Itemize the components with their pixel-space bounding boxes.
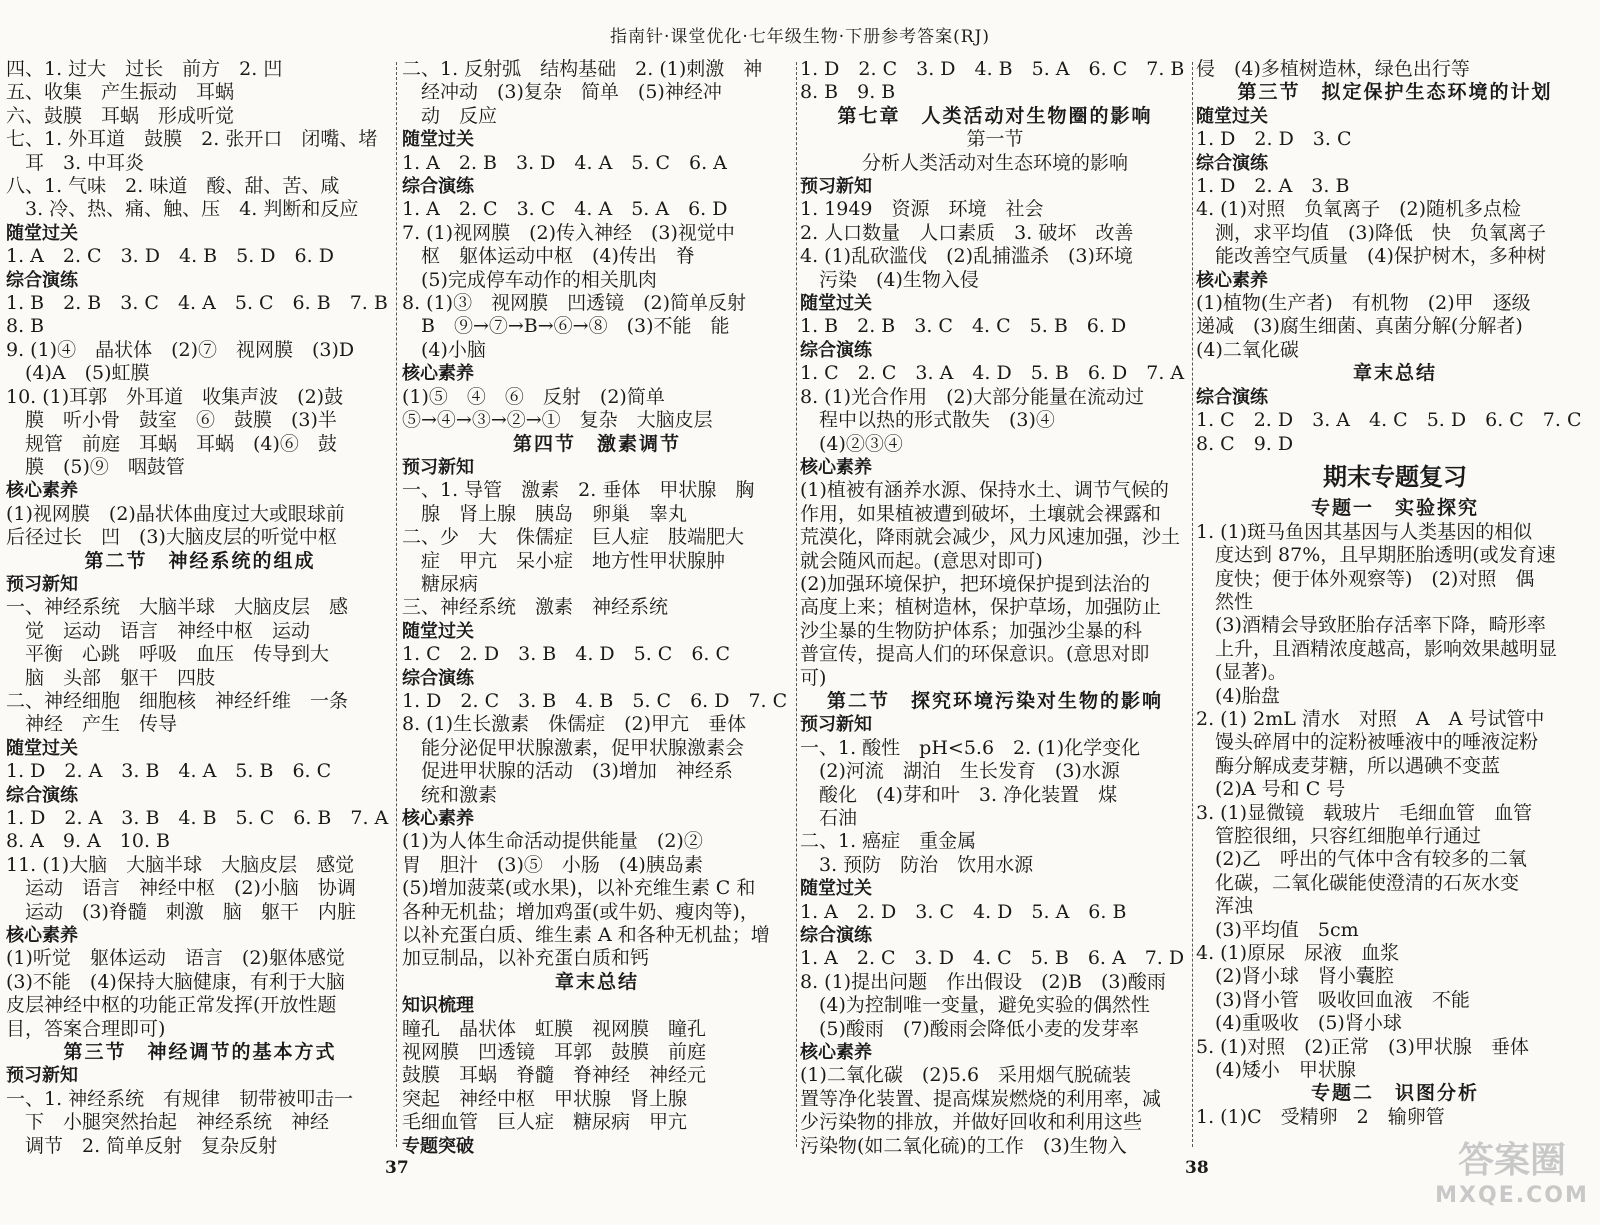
answer-line: 加豆制品，以补充蛋白质和钙 [402,947,650,970]
answer-line: (2)加强环境保护，把环境保护提到法治的 [800,572,1150,595]
answer-line: 7. (1)视网膜 (2)传入神经 (3)视觉中 [402,221,735,244]
section-title: 第七章 人类活动对生物圈的影响 [837,104,1153,127]
answer-line: 4. (1)乱砍滥伐 (2)乱捕滥杀 (3)环境 [800,245,1133,268]
answer-line: 酶分解成麦芽糖，所以遇碘不变蓝 [1196,754,1501,777]
answer-line: 下 小腿突然抬起 神经系统 神经 [6,1111,330,1134]
answer-line: 促进甲状腺的活动 (3)增加 神经系 [402,760,733,783]
answer-line: 一、神经系统 大脑半球 大脑皮层 感 [6,596,349,619]
answer-line: 能分泌促甲状腺激素，促甲状腺激素会 [402,736,745,759]
section-title: 第二节 神经系统的组成 [84,549,316,572]
answer-line: 5. (1)对照 (2)正常 (3)甲状腺 垂体 [1196,1035,1529,1058]
answer-line: (1)⑤ ④ ⑥ 反射 (2)简单 [402,385,665,408]
section-heading: 知识梳理 [402,995,474,1017]
answer-line: (1)二氧化碳 (2)5.6 采用烟气脱硫装 [800,1064,1132,1087]
answer-line: (4)二氧化碳 [1196,338,1299,361]
answer-line: 1. B 2. B 3. C 4. A 5. C 6. B 7. B [6,292,388,315]
answer-line: 皮层神经中枢的功能正常发挥(开放性题 [6,994,337,1017]
answer-line: 高度上来；植树造林，保护草场，加强防止 [800,596,1162,619]
answer-line: (4)为控制唯一变量，避免实验的偶然性 [800,994,1150,1017]
page-number-left: 37 [385,1158,409,1178]
answer-line: 浑浊 [1196,895,1254,918]
answer-line: (4)重吸收 (5)肾小球 [1196,1012,1402,1035]
answer-line: 经冲动 (3)复杂 简单 (5)神经冲 [402,81,722,104]
answer-line: 毛细血管 巨人症 糖尿病 甲亢 [402,1111,688,1134]
section-heading: 随堂过关 [800,293,872,315]
answer-line: 4. (1)对照 负氧离子 (2)随机多点检 [1196,198,1521,221]
answer-line: 10. (1)耳郭 外耳道 收集声波 (2)鼓 [6,385,344,408]
answer-line: (3)肾小管 吸收回血液 不能 [1196,988,1470,1011]
answer-line: 平衡 心跳 呼吸 血压 传导到大 [6,643,330,666]
answer-line: (3)平均值 5cm [1196,918,1359,941]
section-heading: 随堂过关 [402,129,474,151]
answer-line: 二、神经细胞 细胞核 神经纤维 一条 [6,689,349,712]
watermark-text: 答案圈 [1457,1140,1566,1181]
answer-line: (3)酒精会导致胚胎存活率下降，畸形率 [1196,614,1546,637]
answer-line: 8. A 9. A 10. B [6,830,170,853]
answer-line: 症 甲亢 呆小症 地方性甲状腺肿 [402,549,726,572]
answer-line: 统和激素 [402,783,498,806]
section-heading: 核心素养 [402,363,474,385]
answer-line: 荒漠化，降雨就会减少，风力风速加强，沙土 [800,526,1181,549]
answer-line: (2)乙 呼出的气体中含有较多的二氧 [1196,848,1527,871]
answer-line: 作用，如果植被遭到破坏，土壤就会裸露和 [800,502,1162,525]
answer-line: 度达到 87%，且早期胚胎透明(或发育速 [1196,544,1556,567]
answer-line: 规管 前庭 耳蜗 耳蜗 (4)⑥ 鼓 [6,432,337,455]
section-title: 期末专题复习 [1323,462,1467,491]
answer-line: 1. 1949 资源 环境 社会 [800,198,1044,221]
answer-line: 石油 [800,807,858,829]
section-title: 章末总结 [554,970,639,993]
watermark-logo [1432,1132,1592,1220]
answer-line: 运动 语言 神经中枢 (2)小脑 协调 [6,877,356,900]
section-heading: 综合演练 [6,784,78,806]
answer-line: 4. (1)原尿 尿液 血浆 [1196,942,1400,965]
section-heading: 核心素养 [800,456,872,478]
answer-line: 1. A 2. C 3. C 4. A 5. A 6. D [402,198,728,221]
answer-line: 1. C 2. D 3. B 4. D 5. C 6. C [402,643,731,666]
section-heading: 预习新知 [6,573,78,595]
answer-line: 少污染物的排放，并做好回收和利用这些 [800,1111,1143,1134]
page-header: 指南针·课堂优化·七年级生物·下册参考答案(RJ) [609,27,991,47]
answer-line: 1. A 2. C 3. D 4. B 5. D 6. D [6,245,334,268]
answer-line: 8. (1)光合作用 (2)大部分能量在流动过 [800,385,1144,408]
column-divider [396,62,397,1147]
answer-line: 鼓膜 耳蜗 脊髓 脊神经 神经元 [402,1064,707,1087]
answer-line: (5)增加菠菜(或水果)，以补充维生素 C 和 [402,877,756,900]
answer-line: 动 反应 [402,104,498,127]
answer-line: 沙尘暴的生物防护体系；加强沙尘暴的科 [800,619,1143,642]
answer-line: 枢 躯体运动中枢 (4)传出 脊 [402,245,695,268]
answer-line: 突起 神经中枢 甲状腺 肾上腺 [402,1087,688,1110]
answer-line: 侵 (4)多植树造林，绿色出行等 [1196,58,1470,80]
section-heading: 核心素养 [6,925,78,947]
answer-line: 程中以热的形式散失 (3)④ [800,409,1055,432]
answer-line: 膜 听小骨 鼓室 ⑥ 鼓膜 (3)半 [6,409,337,432]
answer-line: (1)植物(生产者) 有机物 (2)甲 逐级 [1196,292,1531,315]
answer-line: 神经 产生 传导 [6,713,178,736]
answer-line: (1)植被有涵养水源、保持水土、调节气候的 [800,479,1169,502]
answer-line: (4)②③④ [800,432,903,455]
answer-line: (2)河流 湖泊 生长发育 (3)水源 [800,760,1120,783]
answer-line: 1. D 2. A 3. B [1196,175,1350,198]
answer-line: 馒头碎屑中的淀粉被唾液中的唾液淀粉 [1196,731,1539,754]
answer-line: B ⑨→⑦→B→⑥→⑧ (3)不能 能 [402,315,730,338]
answer-line: 1. A 2. B 3. D 4. A 5. C 6. A [402,151,727,174]
answer-line: (4)矮小 甲状腺 [1196,1059,1356,1082]
answer-line: (2)A 号和 C 号 [1196,778,1346,801]
section-heading: 综合演练 [6,269,78,291]
section-heading: 核心素养 [1196,269,1268,291]
answer-line: 8. (1)③ 视网膜 凹透镜 (2)简单反射 [402,292,746,315]
answer-line: 膜 (5)⑨ 咽鼓管 [6,455,185,478]
answer-line: 1. (1)斑马鱼因其基因与人类基因的相似 [1196,520,1533,543]
answer-line: 三、神经系统 激素 神经系统 [402,596,669,619]
answer-line: 化碳，二氧化碳能使澄清的石灰水变 [1196,871,1520,894]
answer-line: (4)A (5)虹膜 [6,362,150,385]
answer-line: 1. B 2. B 3. C 4. C 5. B 6. D [800,315,1127,338]
answer-line: 3. 冷、热、痛、触、压 4. 判断和反应 [6,198,359,221]
answer-line: 1. D 2. C 3. B 4. B 5. C 6. D 7. C [402,689,788,712]
answer-line: 污染 (4)生物入侵 [800,268,979,291]
answer-line: 1. D 2. C 3. D 4. B 5. A 6. C 7. B [800,58,1185,80]
column-1 [6,58,394,1158]
column-divider [1192,62,1193,1147]
section-heading: 综合演练 [800,925,872,947]
answer-line: 上升，且酒精浓度越高，影响效果越明显 [1196,637,1558,660]
answer-line: 二、少 大 侏儒症 巨人症 肢端肥大 [402,526,745,549]
section-heading: 综合演练 [402,667,474,689]
section-heading: 预习新知 [402,456,474,478]
column-3 [800,58,1190,1158]
answer-line: 1. D 2. A 3. B 4. A 5. B 6. C [6,760,332,783]
section-heading: 随堂过关 [6,222,78,244]
answer-line: 递减 (3)腐生细菌、真菌分解(分解者) [1196,315,1523,338]
answer-line: 8. (1)生长激素 侏儒症 (2)甲亢 垂体 [402,713,746,736]
answer-line: 酸化 (4)芽和叶 3. 净化装置 煤 [800,783,1118,806]
section-heading: 综合演练 [800,339,872,361]
answer-line: 11. (1)大脑 大脑半球 大脑皮层 感觉 [6,853,355,876]
section-heading: 核心素养 [6,480,78,502]
answer-line: 2. 人口数量 人口素质 3. 破坏 改善 [800,221,1134,244]
answer-line: 1. A 2. D 3. C 4. D 5. A 6. B [800,900,1127,923]
answer-line: 9. (1)④ 晶状体 (2)⑦ 视网膜 (3)D [6,338,355,361]
answer-line: 度快；便于体外观察等) (2)对照 偶 [1196,567,1535,590]
answer-line: 普宣传，提高人们的环保意识。(意思对即 [800,643,1150,666]
answer-line: 1. C 2. D 3. A 4. C 5. D 6. C 7. C [1196,409,1582,432]
section-heading: 随堂过关 [1196,105,1268,127]
answer-line: (5)完成停车动作的相关肌肉 [402,268,657,291]
section-title: 第二节 探究环境污染对生物的影响 [826,689,1163,712]
answer-line: 置等净化装置、提高煤炭燃烧的利用率，减 [800,1087,1162,1110]
answer-line: 8. (1)提出问题 作出假设 (2)B (3)酸雨 [800,970,1166,993]
section-heading: 核心素养 [402,808,474,829]
answer-line: 以补充蛋白质、维生素 A 和各种无机盐；增 [402,924,770,947]
section-heading: 核心素养 [800,1042,872,1064]
answer-line: 目，答案合理即可) [6,1017,166,1040]
answer-line: 一、1. 导管 激素 2. 垂体 甲状腺 胸 [402,479,755,502]
answer-line: 一、1. 神经系统 有规律 韧带被叩击一 [6,1087,354,1110]
section-heading: 综合演练 [402,176,474,198]
section-title: 专题一 实验探究 [1310,497,1479,520]
answer-line: 七、1. 外耳道 鼓膜 2. 张开口 闭嘴、堵 [6,128,378,151]
answer-line: 调节 2. 简单反射 复杂反射 [6,1134,278,1157]
section-heading: 随堂过关 [6,737,78,759]
answer-line: 可) [800,666,827,689]
answer-line: 八、1. 气味 2. 味道 酸、甜、苦、咸 [6,175,340,198]
section-title: 第一节 [966,128,1024,151]
answer-line: (显著)。 [1196,661,1287,684]
section-heading: 预习新知 [6,1065,78,1087]
answer-line: 脑 头部 躯干 四肢 [6,666,216,689]
section-heading: 综合演练 [1196,152,1268,174]
answer-line: 8. B [6,315,45,338]
answer-line: 测，求平均值 (3)降低 快 负氧离子 [1196,221,1546,244]
answer-line: 1. C 2. C 3. A 4. D 5. B 6. D 7. A [800,362,1185,385]
column-2 [402,58,792,1158]
answer-line: 1. (1)C 受精卵 2 输卵管 [1196,1105,1445,1128]
answer-line: 1. D 2. D 3. C [1196,128,1352,151]
answer-line: (1)听觉 躯体运动 语言 (2)躯体感觉 [6,947,345,970]
answer-line: 觉 运动 语言 神经中枢 运动 [6,619,311,642]
answer-line: 二、1. 癌症 重金属 [800,830,977,853]
answer-line: 运动 (3)脊髓 刺激 脑 躯干 内脏 [6,900,356,923]
answer-line: (4)胎盘 [1196,684,1280,707]
answer-line: 后径过长 凹 (3)大脑皮层的听觉中枢 [6,526,337,549]
answer-line: 一、1. 酸性 pH<5.6 2. (1)化学变化 [800,736,1141,759]
watermark-url: MXQE.COM [1435,1183,1589,1208]
section-title: 分析人类活动对生态环境的影响 [861,151,1128,174]
section-title: 章末总结 [1352,362,1437,385]
answer-line: 3. 预防 防治 饮用水源 [800,853,1034,876]
section-title: 专题二 识图分析 [1310,1082,1479,1105]
section-heading: 专题突破 [402,1135,474,1157]
answer-line: (4)小脑 [402,338,486,361]
section-heading: 预习新知 [800,714,872,736]
answer-line: 8. C 9. D [1196,432,1294,455]
column-divider [796,62,797,1147]
answer-line: 2. (1) 2mL 清水 对照 A A 号试管中 [1196,707,1545,730]
answer-line: 六、鼓膜 耳蜗 形成听觉 [6,104,235,127]
column-4 [1196,58,1594,1129]
section-title: 第三节 神经调节的基本方式 [63,1041,337,1064]
answer-line: (1)视网膜 (2)晶状体曲度过大或眼球前 [6,502,345,525]
answer-line: 污染物(如二氧化硫)的工作 (3)生物入 [800,1134,1127,1157]
page-number-right: 38 [1185,1158,1209,1178]
answer-line: 腺 肾上腺 胰岛 卵巢 睾丸 [402,502,688,525]
answer-line: (3)不能 (4)保持大脑健康，有利于大脑 [6,970,345,993]
answer-line: (1)为人体生命活动提供能量 (2)② [402,830,703,853]
answer-line: (2)肾小球 肾小囊腔 [1196,965,1394,988]
answer-line: ⑤→④→③→②→① 复杂 大脑皮层 [402,409,713,432]
answer-line: 然性 [1196,590,1254,613]
answer-line: 1. A 2. C 3. D 4. C 5. B 6. A 7. D [800,947,1185,970]
section-title: 第三节 拟定保护生态环境的计划 [1237,81,1553,104]
answer-line: 8. B 9. B [800,81,896,104]
answer-line: 就会随风而起。(意思对即可) [800,549,1043,572]
section-heading: 预习新知 [800,176,872,198]
answer-line: 1. D 2. A 3. B 4. B 5. C 6. B 7. A [6,807,389,829]
section-title: 第四节 激素调节 [512,432,681,455]
answer-line: 胃 胆汁 (3)⑤ 小肠 (4)胰岛素 [402,853,703,876]
answer-line: 管腔很细，只容红细胞单行通过 [1196,825,1482,847]
answer-line: 四、1. 过大 过长 前方 2. 凹 [6,58,283,80]
answer-line: 二、1. 反射弧 结构基础 2. (1)刺激 神 [402,58,763,80]
answer-line: 糖尿病 [402,572,479,595]
answer-line: 视网膜 凹透镜 耳郭 鼓膜 前庭 [402,1041,707,1064]
section-heading: 综合演练 [1196,386,1268,408]
answer-line: 瞳孔 晶状体 虹膜 视网膜 瞳孔 [402,1017,707,1040]
answer-line: 3. (1)显微镜 载玻片 毛细血管 血管 [1196,801,1533,824]
answer-line: (5)酸雨 (7)酸雨会降低小麦的发芽率 [800,1017,1139,1040]
answer-line: 能改善空气质量 (4)保护树木，多种树 [1196,245,1546,268]
answer-line: 耳 3. 中耳炎 [6,151,145,174]
answer-line: 五、收集 产生振动 耳蜗 [6,81,235,104]
section-heading: 随堂过关 [800,878,872,900]
answer-line: 各种无机盐；增加鸡蛋(或牛奶、瘦肉等)， [402,900,759,923]
section-heading: 随堂过关 [402,620,474,642]
